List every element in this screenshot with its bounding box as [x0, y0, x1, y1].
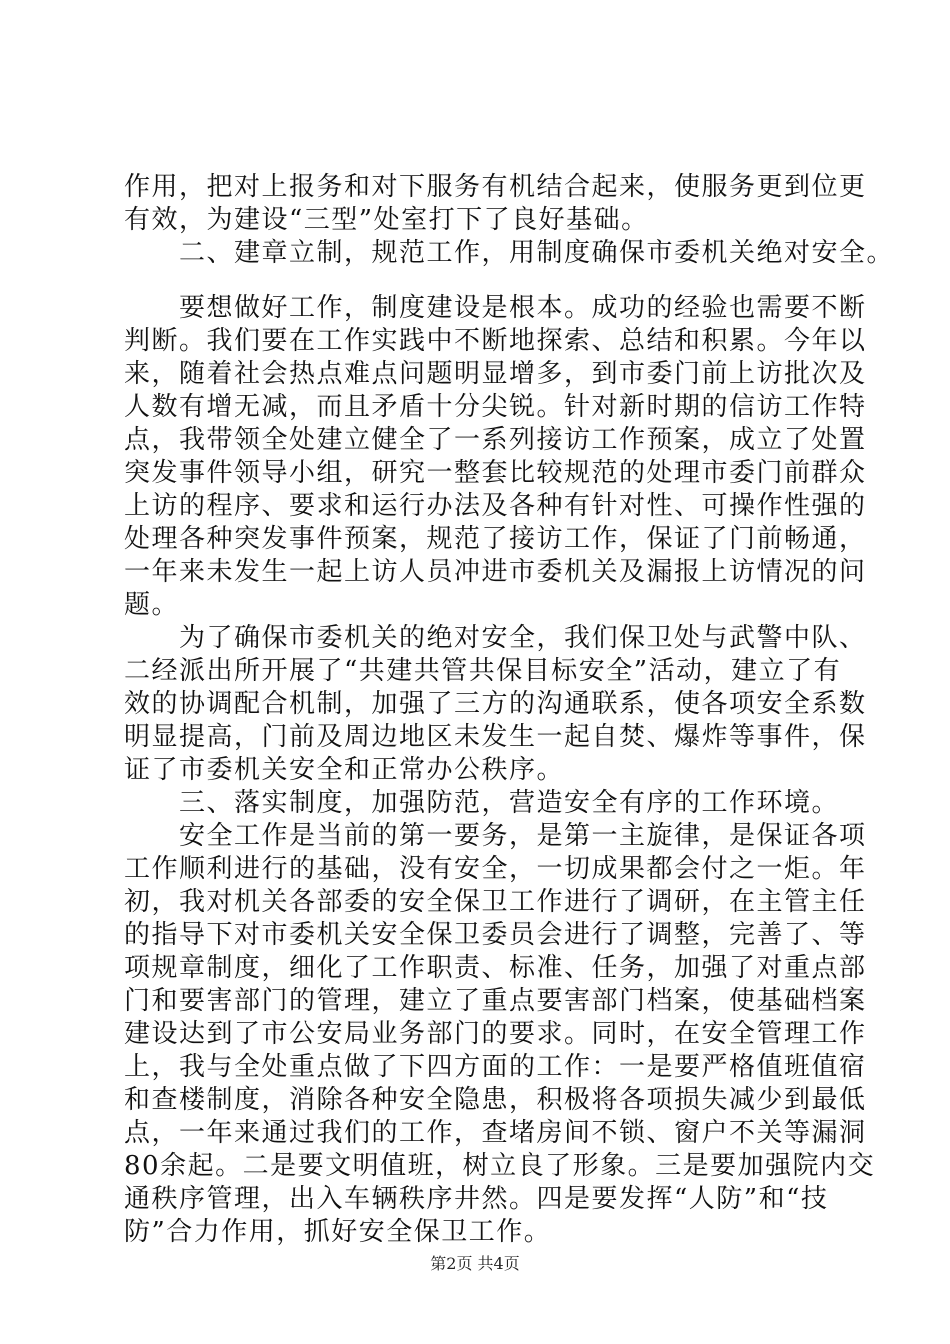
text-line: 为了确保市委机关的绝对安全，我们保卫处与武警中队、	[124, 623, 867, 653]
text-line: 建设达到了市公安局业务部门的要求。同时，在安全管理工作	[124, 1019, 867, 1049]
text-line: 门和要害部门的管理，建立了重点要害部门档案，使基础档案	[124, 986, 867, 1016]
text-line: 要想做好工作，制度建设是根本。成功的经验也需要不断	[124, 293, 867, 323]
text-line: 效的协调配合机制，加强了三方的沟通联系，使各项安全系数	[124, 689, 867, 719]
text-line: 一年来未发生一起上访人员冲进市委机关及漏报上访情况的问	[124, 557, 867, 587]
page-number-footer: 第2页 共4页	[430, 1254, 520, 1273]
text-line: 明显提高，门前及周边地区未发生一起自焚、爆炸等事件，保	[124, 722, 867, 752]
text-line: 项规章制度，细化了工作职责、标准、任务，加强了对重点部	[124, 953, 867, 983]
text-line: 处理各种突发事件预案，规范了接访工作，保证了门前畅通，	[124, 524, 867, 554]
text-line: 防”合力作用，抓好安全保卫工作。	[124, 1217, 552, 1247]
text-line: 初，我对机关各部委的安全保卫工作进行了调研，在主管主任	[124, 887, 867, 917]
text-line: 通秩序管理，出入车辆秩序井然。四是要发挥“人防”和“技	[124, 1184, 829, 1214]
text-line: 来，随着社会热点难点问题明显增多，到市委门前上访批次及	[124, 359, 867, 389]
text-line: 判断。我们要在工作实践中不断地探索、总结和积累。今年以	[124, 326, 867, 356]
text-line: 二经派出所开展了“共建共管共保目标安全”活动，建立了有	[124, 656, 842, 686]
text-line: 点，我带领全处建立健全了一系列接访工作预案，成立了处置	[124, 425, 867, 455]
text-line: 的指导下对市委机关安全保卫委员会进行了调整，完善了、等	[124, 920, 867, 950]
text-line: 上访的程序、要求和运行办法及各种有针对性、可操作性强的	[124, 491, 867, 521]
text-line: 人数有增无减，而且矛盾十分尖锐。针对新时期的信访工作特	[124, 392, 867, 422]
paragraph-gap	[124, 270, 844, 292]
text-line: 80余起。二是要文明值班，树立良了形象。三是要加强院内交	[124, 1151, 876, 1181]
text-line: 点，一年来通过我们的工作，查堵房间不锁、窗户不关等漏洞	[124, 1118, 867, 1148]
text-line: 有效，为建设“三型”处室打下了良好基础。	[124, 205, 649, 235]
document-body	[124, 171, 895, 1249]
section-heading: 二、建章立制，规范工作，用制度确保市委机关绝对安全。	[124, 238, 895, 268]
text-line: 题。	[124, 590, 180, 620]
text-line: 工作顺利进行的基础，没有安全，一切成果都会付之一炬。年	[124, 854, 867, 884]
text-line: 上，我与全处重点做了下四方面的工作：一是要严格值班值宿	[124, 1052, 867, 1082]
text-line: 安全工作是当前的第一要务，是第一主旋律，是保证各项	[124, 821, 867, 851]
text-line: 作用，把对上报务和对下服务有机结合起来，使服务更到位更	[124, 172, 867, 202]
text-line: 证了市委机关安全和正常办公秩序。	[124, 755, 565, 785]
section-heading: 三、落实制度，加强防范，营造安全有序的工作环境。	[124, 788, 840, 818]
text-line: 和查楼制度，消除各种安全隐患，积极将各项损失减少到最低	[124, 1085, 867, 1115]
text-line: 突发事件领导小组，研究一整套比较规范的处理市委门前群众	[124, 458, 867, 488]
